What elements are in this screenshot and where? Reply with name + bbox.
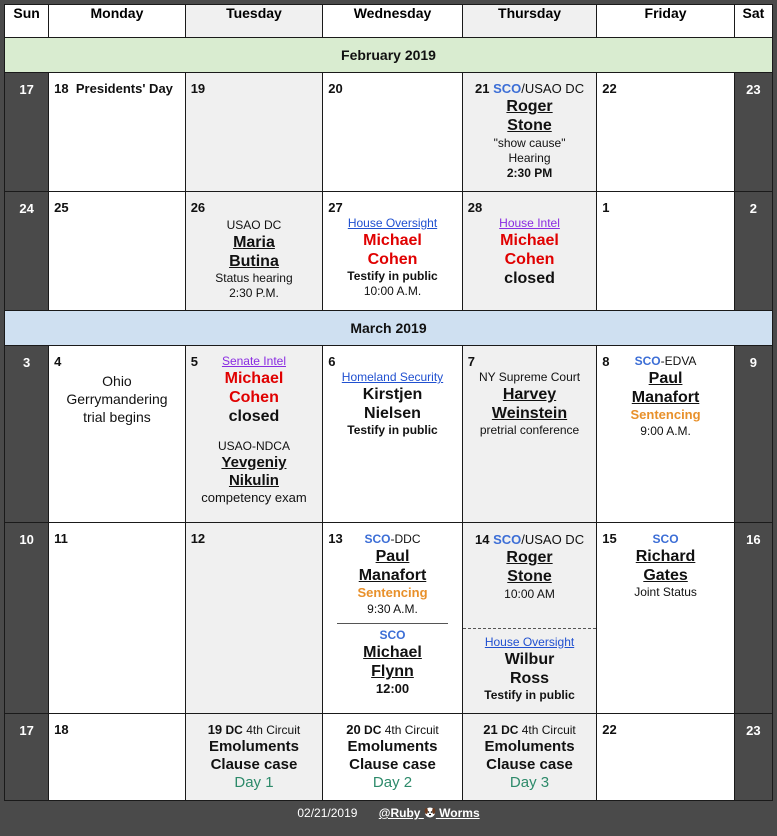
event-note: closed (228, 408, 280, 426)
event[interactable] (323, 523, 462, 701)
court-label: 4th Circuit (246, 723, 301, 737)
day-number: 4 (54, 354, 62, 369)
day-cell[interactable] (597, 346, 735, 523)
event[interactable] (463, 714, 597, 797)
event-note: Sentencing (630, 407, 701, 423)
agency-label: -DDC (390, 532, 421, 546)
event-note: closed (504, 270, 555, 288)
weekend-cell (5, 714, 49, 801)
person-name: Weinstein (491, 405, 568, 423)
author-handle[interactable] (379, 806, 480, 820)
header-sun: Sun (5, 5, 49, 38)
event-note: Testify in public (347, 423, 438, 438)
day-number: 10 (19, 532, 34, 547)
day-cell[interactable] (597, 73, 735, 192)
day-number: 19 (190, 81, 206, 96)
person-name: Wilbur (504, 650, 555, 668)
month-title: February 2019 (5, 38, 773, 73)
event[interactable] (323, 346, 462, 442)
trial-day: Day 3 (509, 774, 550, 792)
event[interactable] (49, 346, 185, 431)
agency-label: SCO (634, 354, 661, 368)
header-monday: Monday (49, 5, 186, 38)
weekend-cell (5, 192, 49, 311)
committee-link[interactable]: House Intel (499, 216, 560, 230)
person-name: Nikulin (228, 471, 279, 489)
court-label: 4th Circuit (521, 723, 576, 737)
weekend-cell (5, 73, 49, 192)
person-name: Richard (635, 548, 696, 565)
day-cell[interactable] (185, 73, 323, 192)
day-number: 18 (54, 81, 69, 96)
event-note: Testify in public (347, 269, 438, 284)
weekend-cell (5, 346, 49, 523)
week-row (5, 192, 773, 311)
day-number: 19 (207, 722, 223, 737)
person-name: Ross (509, 669, 550, 687)
event[interactable] (597, 346, 734, 443)
day-cell[interactable] (597, 714, 735, 801)
day-number: 12 (190, 531, 206, 546)
person-name: Cohen (367, 251, 418, 269)
event-time: 2:30 PM (506, 165, 553, 180)
event-text: Ohio (102, 373, 132, 389)
day-number: 21 (474, 81, 490, 96)
day-number: 25 (54, 200, 69, 215)
month-title: March 2019 (5, 311, 773, 346)
weekend-cell (5, 523, 49, 714)
event-time: 12:00 (375, 681, 410, 696)
weekend-cell (734, 523, 772, 714)
weekend-cell (734, 192, 772, 311)
person-name: Roger (506, 549, 553, 567)
day-cell[interactable] (462, 73, 597, 192)
day-number: 9 (749, 355, 758, 370)
day-cell[interactable] (49, 714, 186, 801)
agency-label: /USAO DC (521, 532, 585, 547)
weekend-cell (734, 73, 772, 192)
week-row (5, 523, 773, 714)
person-name: Michael (363, 232, 422, 249)
day-cell[interactable] (185, 346, 323, 523)
day-number: 3 (22, 355, 31, 370)
event[interactable] (463, 73, 597, 185)
event-text: Gerrymandering (66, 391, 168, 408)
holiday-label: Presidents' Day (75, 81, 173, 96)
person-name: Stone (507, 117, 552, 135)
day-cell[interactable] (462, 523, 597, 714)
person-name: Gates (643, 567, 688, 585)
case-name: Emoluments (347, 738, 438, 756)
calendar-table (4, 4, 773, 801)
event-time: 9:30 A.M. (367, 601, 418, 616)
day-cell[interactable] (49, 523, 186, 714)
day-cell[interactable] (185, 714, 323, 801)
day-number: 15 (602, 531, 617, 546)
committee-link[interactable]: Homeland Security (341, 370, 444, 384)
holiday-line (49, 73, 185, 96)
day-cell[interactable] (323, 714, 463, 801)
header-thursday: Thursday (462, 5, 597, 38)
person-name: Cohen (504, 251, 555, 269)
day-number: 11 (54, 531, 68, 546)
day-number: 17 (19, 723, 34, 738)
agency-label: SCO (493, 532, 522, 547)
day-cell[interactable] (323, 192, 463, 311)
person-name: Butina (229, 253, 279, 271)
weekend-cell (734, 714, 772, 801)
day-number: 20 (346, 722, 361, 737)
case-name: Emoluments (484, 738, 575, 756)
case-name: Emoluments (208, 738, 299, 756)
person-name: Manafort (631, 389, 700, 407)
event-note: Sentencing (357, 585, 428, 601)
day-cell[interactable] (323, 523, 463, 714)
day-number: 22 (602, 722, 617, 737)
weekday-header-row (5, 5, 773, 38)
day-number: 2 (749, 201, 758, 216)
week-row (5, 73, 773, 192)
month-banner-february (5, 38, 773, 73)
person-name: Paul (648, 370, 683, 387)
agency-label: -EDVA (660, 354, 697, 368)
event-note: Joint Status (634, 585, 697, 600)
day-number: 22 (602, 81, 617, 96)
week-row (5, 714, 773, 801)
day-number: 13 (328, 531, 343, 546)
event[interactable] (463, 523, 597, 707)
day-number: 5 (190, 354, 198, 369)
trial-day: Day 2 (372, 774, 413, 792)
person-name: Yevgeniy (221, 453, 287, 471)
header-tuesday: Tuesday (185, 5, 323, 38)
court-label: DC (364, 723, 382, 737)
day-cell[interactable] (597, 523, 735, 714)
event[interactable] (323, 714, 462, 797)
case-name: Clause case (349, 756, 436, 774)
committee-link[interactable]: House Oversight (484, 634, 575, 649)
day-number: 6 (328, 354, 336, 369)
person-name: Stone (507, 568, 552, 586)
day-cell[interactable] (597, 192, 735, 311)
day-cell[interactable] (462, 714, 597, 801)
day-number: 28 (467, 200, 483, 215)
person-name: Maria (233, 234, 275, 251)
person-name: Nielsen (364, 405, 421, 423)
event-note: Testify in public (484, 688, 575, 702)
handle-text: Worms (435, 806, 480, 820)
day-cell[interactable] (323, 73, 463, 192)
day-number: 1 (602, 200, 610, 215)
person-name: Roger (506, 98, 553, 116)
day-cell[interactable] (185, 192, 323, 311)
agency-label: SCO (493, 81, 522, 96)
header-friday: Friday (597, 5, 735, 38)
agency-label: /USAO DC (521, 81, 585, 96)
day-number: 21 (483, 722, 498, 737)
handle-text: @Ruby (378, 806, 424, 820)
day-cell[interactable] (462, 192, 597, 311)
day-number: 16 (746, 532, 761, 547)
agency-label: USAO DC (226, 218, 282, 232)
agency-label: NY Supreme Court (478, 370, 581, 384)
person-name: Michael (500, 232, 559, 249)
court-label: DC (225, 723, 243, 737)
dog-icon (424, 806, 436, 820)
event[interactable] (323, 192, 462, 303)
event-note: Status hearing (215, 271, 293, 286)
agency-label: USAO-NDCA (217, 438, 290, 453)
footer (0, 806, 777, 830)
case-name: Clause case (210, 756, 298, 774)
person-name: Flynn (371, 662, 414, 680)
divider (337, 623, 448, 624)
event-note: "show cause" (493, 135, 566, 150)
day-number: 23 (746, 82, 761, 97)
day-number: 27 (328, 200, 343, 215)
header-sat: Sat (734, 5, 772, 38)
day-number: 18 (54, 722, 69, 737)
agency-label: SCO (379, 627, 406, 642)
person-name: Cohen (229, 389, 279, 407)
person-name: Michael (363, 643, 422, 661)
day-cell[interactable] (185, 523, 323, 714)
day-number: 26 (190, 200, 206, 215)
event-time: 2:30 P.M. (229, 286, 279, 301)
person-name: Kirstjen (362, 386, 423, 403)
case-name: Clause case (486, 756, 573, 774)
person-name: Paul (375, 548, 410, 565)
trial-day: Day 1 (234, 774, 274, 792)
event-note: pretrial conference (479, 423, 580, 438)
weekend-cell (734, 346, 772, 523)
event[interactable] (463, 346, 597, 442)
event-time: 10:00 A.M. (363, 284, 422, 299)
header-wednesday: Wednesday (323, 5, 463, 38)
day-number: 7 (467, 354, 475, 369)
week-row (5, 346, 773, 523)
court-label: 4th Circuit (384, 723, 439, 737)
day-cell[interactable] (49, 73, 186, 192)
footer-date: 02/21/2019 (297, 806, 358, 820)
committee-link[interactable]: Senate Intel (221, 354, 286, 368)
event[interactable] (186, 346, 323, 510)
event-note: Hearing (508, 150, 551, 165)
agency-label: SCO (652, 532, 679, 546)
person-name: Manafort (358, 567, 427, 585)
day-cell[interactable] (323, 346, 463, 523)
event[interactable] (186, 192, 323, 305)
day-number: 20 (328, 81, 343, 96)
person-name: Harvey (502, 386, 557, 403)
day-cell[interactable] (49, 346, 186, 523)
event-note: competency exam (201, 489, 307, 505)
event[interactable] (597, 523, 734, 604)
event[interactable] (463, 192, 597, 293)
day-number: 8 (602, 354, 610, 369)
event[interactable] (186, 714, 323, 797)
event-time: 10:00 AM (504, 586, 555, 601)
committee-link[interactable]: House Oversight (347, 216, 438, 230)
event-time: 9:00 A.M. (640, 423, 691, 438)
day-cell[interactable] (462, 346, 597, 523)
day-number: 23 (746, 723, 761, 738)
day-cell[interactable] (49, 192, 186, 311)
day-number: 24 (19, 201, 34, 216)
agency-label: SCO (364, 532, 391, 546)
day-number: 14 (474, 532, 490, 547)
person-name: Michael (224, 370, 284, 387)
court-label: DC (501, 723, 519, 737)
day-number: 17 (19, 82, 34, 97)
event-text: trial begins (83, 409, 151, 426)
month-banner-march (5, 311, 773, 346)
